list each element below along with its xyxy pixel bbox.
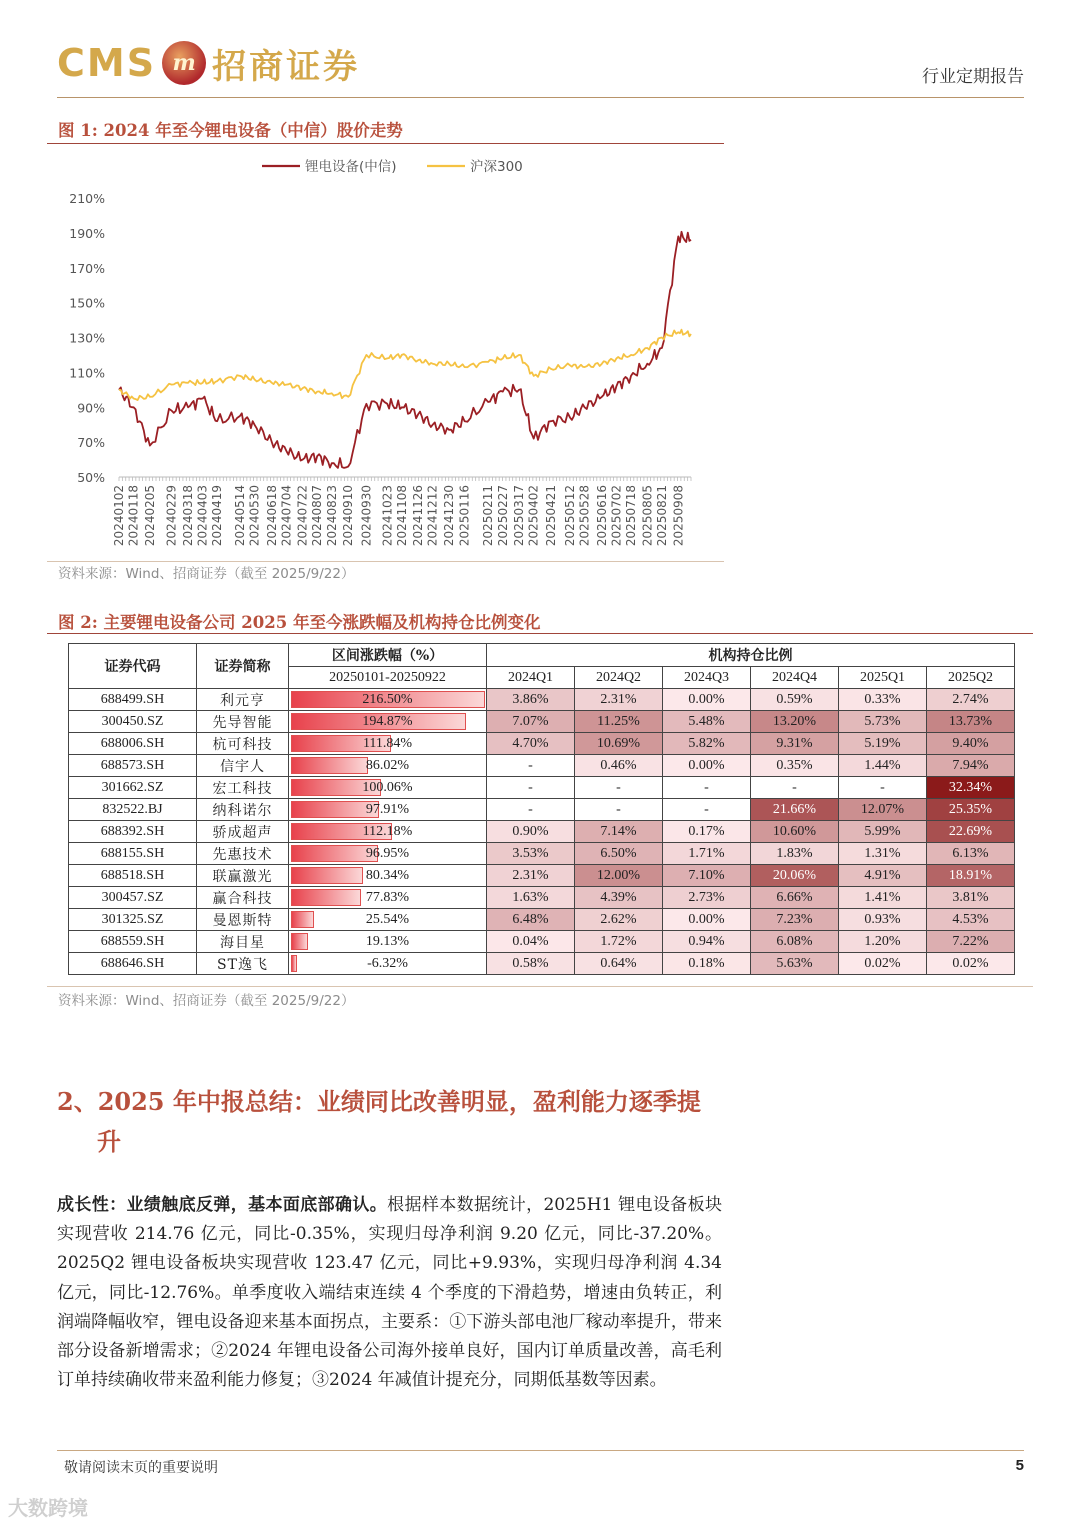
figure1-title-rule — [47, 143, 724, 144]
page-header — [57, 38, 1024, 98]
figure2-bottom-rule — [47, 986, 1033, 987]
holding-ratio-cell: 25.35% — [927, 799, 1015, 821]
holding-ratio-cell: 10.69% — [575, 733, 663, 755]
holding-ratio-cell: 1.20% — [839, 931, 927, 953]
change-value: 97.91% — [365, 801, 410, 817]
holding-ratio-cell: 6.08% — [751, 931, 839, 953]
y-tick-label: 150% — [69, 295, 105, 311]
holding-ratio-cell: 1.71% — [663, 843, 751, 865]
table-row — [69, 689, 1015, 711]
period-change-cell — [289, 953, 487, 975]
chart-legend — [262, 158, 523, 175]
y-tick-label: 50% — [77, 470, 105, 485]
y-tick-label: 210% — [69, 191, 105, 206]
holding-ratio-cell: 12.00% — [575, 865, 663, 887]
header-quarter: 2024Q3 — [663, 667, 751, 689]
holding-ratio-cell: 0.58% — [487, 953, 575, 975]
holding-ratio-cell: 10.60% — [751, 821, 839, 843]
change-data-bar — [291, 933, 308, 950]
x-tick-label: 20240318 — [181, 485, 196, 547]
security-name: ST逸飞 — [197, 953, 289, 975]
holdings-table — [68, 643, 1015, 975]
table-row — [69, 887, 1015, 909]
holding-ratio-cell: 1.63% — [487, 887, 575, 909]
security-code: 688518.SH — [69, 865, 197, 887]
holding-ratio-cell: - — [487, 777, 575, 799]
holding-ratio-cell: 6.50% — [575, 843, 663, 865]
x-tick-label: 20240722 — [295, 485, 310, 547]
table-row — [69, 755, 1015, 777]
holding-ratio-cell: 7.07% — [487, 711, 575, 733]
security-name: 先惠技术 — [197, 843, 289, 865]
table-row — [69, 843, 1015, 865]
x-tick-label: 20250227 — [495, 485, 510, 547]
header-quarter: 2024Q1 — [487, 667, 575, 689]
section-heading-line2: 升 — [97, 1127, 121, 1156]
header-name: 证券简称 — [197, 644, 289, 689]
holding-ratio-cell: 13.73% — [927, 711, 1015, 733]
table-row — [69, 799, 1015, 821]
period-change-cell — [289, 931, 487, 953]
holding-ratio-cell: 7.14% — [575, 821, 663, 843]
table-row — [69, 865, 1015, 887]
holding-ratio-cell: 2.74% — [927, 689, 1015, 711]
x-tick-label: 20240704 — [279, 485, 294, 547]
change-value: 25.54% — [365, 911, 410, 927]
change-value: 19.13% — [365, 933, 410, 949]
y-tick-label: 190% — [69, 225, 105, 241]
table-row — [69, 733, 1015, 755]
security-code: 688499.SH — [69, 689, 197, 711]
logo-latin: CMS — [57, 41, 157, 85]
security-code: 688573.SH — [69, 755, 197, 777]
x-tick-label: 20240102 — [112, 485, 126, 547]
header-quarter: 2024Q2 — [575, 667, 663, 689]
holding-ratio-cell: 0.33% — [839, 689, 927, 711]
period-change-cell — [289, 843, 487, 865]
y-tick-label: 170% — [69, 260, 105, 276]
holding-ratio-cell: 22.69% — [927, 821, 1015, 843]
change-data-bar — [291, 757, 368, 774]
security-code: 300457.SZ — [69, 887, 197, 909]
holding-ratio-cell: 32.34% — [927, 777, 1015, 799]
holding-ratio-cell: 0.35% — [751, 755, 839, 777]
x-tick-label: 20250317 — [512, 485, 527, 547]
security-code: 301662.SZ — [69, 777, 197, 799]
period-change-cell — [289, 733, 487, 755]
x-tick-label: 20240205 — [142, 485, 157, 547]
y-tick-label: 70% — [77, 435, 105, 451]
x-tick-label: 20250211 — [481, 485, 496, 547]
security-code: 688155.SH — [69, 843, 197, 865]
legend-label: 沪深300 — [470, 159, 523, 175]
header-quarter: 2024Q4 — [751, 667, 839, 689]
period-change-cell — [289, 689, 487, 711]
holding-ratio-cell: 0.94% — [663, 931, 751, 953]
x-tick-label: 20240403 — [195, 485, 210, 547]
holdings-table-body — [69, 689, 1015, 975]
x-tick-label: 20250805 — [640, 485, 655, 547]
x-tick-label: 20241023 — [380, 485, 395, 547]
holding-ratio-cell: 0.02% — [927, 953, 1015, 975]
figure1-title: 图 1: 2024 年至今锂电设备（中信）股价走势 — [58, 121, 403, 140]
period-change-cell — [289, 755, 487, 777]
holding-ratio-cell: 0.00% — [663, 755, 751, 777]
holding-ratio-cell: - — [839, 777, 927, 799]
header-change-title: 区间涨跌幅（%） — [289, 644, 487, 667]
security-name: 先导智能 — [197, 711, 289, 733]
x-tick-label: 20250421 — [543, 484, 558, 547]
holding-ratio-cell: 1.41% — [839, 887, 927, 909]
x-tick-label: 20250702 — [609, 485, 624, 547]
change-value: 80.34% — [365, 867, 410, 883]
holding-ratio-cell: 5.19% — [839, 733, 927, 755]
series-line — [119, 232, 691, 468]
company-logo — [57, 40, 360, 86]
x-tick-label: 20240229 — [164, 485, 179, 547]
holding-ratio-cell: - — [487, 799, 575, 821]
x-tick-label: 20240530 — [247, 485, 262, 547]
x-tick-label: 20240823 — [324, 485, 339, 547]
logo-emblem-icon: m — [162, 41, 206, 85]
change-value: -6.32% — [367, 955, 408, 971]
header-holding-title: 机构持仓比例 — [487, 644, 1015, 667]
security-code: 688392.SH — [69, 821, 197, 843]
y-tick-label: 90% — [77, 400, 105, 416]
stock-trend-chart — [47, 146, 724, 562]
holding-ratio-cell: 0.46% — [575, 755, 663, 777]
security-name: 宏工科技 — [197, 777, 289, 799]
holding-ratio-cell: - — [575, 799, 663, 821]
change-value: 111.84% — [362, 735, 413, 751]
holding-ratio-cell: 7.22% — [927, 931, 1015, 953]
figure2-source: 资料来源：Wind、招商证券（截至 2025/9/22） — [58, 993, 355, 1009]
holding-ratio-cell: 0.00% — [663, 689, 751, 711]
x-tick-label: 20250616 — [594, 485, 609, 547]
holding-ratio-cell: - — [663, 799, 751, 821]
holding-ratio-cell: 0.18% — [663, 953, 751, 975]
paragraph-text: 根据样本数据统计，2025H1 锂电设备板块实现营收 214.76 亿元，同比-0.35%，实现归母净利润 9.20 亿元，同比-37.20%。2025Q2 锂电设备板块实现营收 123.47 亿元，同比+9.93%，实现归母净利润 4.34 亿元，同比-12.76%。单季度收入端结束连续 4 个季度的下滑趋势，增速由负转正，利润端降幅收窄，锂电设备迎来基本面拐点，主要系：①下游头部电池厂稼动率提升，带来部分设备新增需求；②2024 年锂电设备公司海外接单良好，国内订单质量改善，高毛利订单持续确收带来盈利能力修复；③2024 年减值计提充分，同期低基数等因素。 — [57, 1195, 722, 1391]
holding-ratio-cell: 9.31% — [751, 733, 839, 755]
holding-ratio-cell: 6.48% — [487, 909, 575, 931]
security-name: 曼恩斯特 — [197, 909, 289, 931]
period-change-cell — [289, 799, 487, 821]
footer-rule — [57, 1450, 1024, 1451]
table-row — [69, 777, 1015, 799]
x-tick-label: 20240930 — [359, 485, 374, 547]
legend-label: 锂电设备(中信) — [305, 159, 397, 175]
security-code: 301325.SZ — [69, 909, 197, 931]
holding-ratio-cell: 0.64% — [575, 953, 663, 975]
table-row — [69, 711, 1015, 733]
security-code: 688006.SH — [69, 733, 197, 755]
security-name: 杭可科技 — [197, 733, 289, 755]
change-data-bar — [291, 889, 361, 906]
holding-ratio-cell: 5.82% — [663, 733, 751, 755]
holding-ratio-cell: 0.00% — [663, 909, 751, 931]
security-name: 海目星 — [197, 931, 289, 953]
period-change-cell — [289, 777, 487, 799]
holding-ratio-cell: 1.72% — [575, 931, 663, 953]
y-axis — [69, 191, 105, 485]
security-code: 688646.SH — [69, 953, 197, 975]
figure2-title: 图 2: 主要锂电设备公司 2025 年至今涨跌幅及机构持仓比例变化 — [58, 613, 541, 632]
x-tick-label: 20250718 — [623, 485, 638, 547]
change-value: 112.18% — [362, 823, 413, 839]
x-tick-label: 20250512 — [563, 485, 578, 547]
security-code: 300450.SZ — [69, 711, 197, 733]
security-code: 688559.SH — [69, 931, 197, 953]
holding-ratio-cell: 12.07% — [839, 799, 927, 821]
y-tick-label: 130% — [69, 330, 105, 346]
holding-ratio-cell: 2.31% — [575, 689, 663, 711]
figure1-source: 资料来源：Wind、招商证券（截至 2025/9/22） — [58, 566, 355, 582]
change-value: 100.06% — [362, 779, 413, 795]
x-tick-label: 20250821 — [654, 485, 669, 547]
chart-lines — [119, 232, 691, 468]
holding-ratio-cell: 5.73% — [839, 711, 927, 733]
holding-ratio-cell: 2.73% — [663, 887, 751, 909]
holding-ratio-cell: 0.17% — [663, 821, 751, 843]
holding-ratio-cell: 3.53% — [487, 843, 575, 865]
holding-ratio-cell: - — [751, 777, 839, 799]
holding-ratio-cell: 18.91% — [927, 865, 1015, 887]
table-row — [69, 953, 1015, 975]
logo-chinese: 招商证券 — [212, 46, 361, 87]
holding-ratio-cell: 4.70% — [487, 733, 575, 755]
holding-ratio-cell: 0.90% — [487, 821, 575, 843]
holding-ratio-cell: 0.02% — [839, 953, 927, 975]
holding-ratio-cell: 4.53% — [927, 909, 1015, 931]
x-tick-label: 20240807 — [310, 485, 325, 547]
holding-ratio-cell: 4.91% — [839, 865, 927, 887]
x-tick-label: 20250116 — [457, 485, 472, 547]
change-data-bar — [291, 867, 363, 884]
holding-ratio-cell: 21.66% — [751, 799, 839, 821]
footer-note: 敬请阅读末页的重要说明 — [64, 1460, 218, 1476]
holding-ratio-cell: - — [487, 755, 575, 777]
holding-ratio-cell: 9.40% — [927, 733, 1015, 755]
table-row — [69, 821, 1015, 843]
holding-ratio-cell: 1.31% — [839, 843, 927, 865]
holding-ratio-cell: 2.62% — [575, 909, 663, 931]
holding-ratio-cell: 7.94% — [927, 755, 1015, 777]
period-change-cell — [289, 887, 487, 909]
holding-ratio-cell: 3.86% — [487, 689, 575, 711]
header-code: 证券代码 — [69, 644, 197, 689]
holding-ratio-cell: 6.13% — [927, 843, 1015, 865]
holding-ratio-cell: 0.04% — [487, 931, 575, 953]
period-change-cell — [289, 865, 487, 887]
period-change-cell — [289, 909, 487, 931]
security-name: 赢合科技 — [197, 887, 289, 909]
change-data-bar — [291, 955, 297, 972]
holding-ratio-cell: 0.93% — [839, 909, 927, 931]
paragraph-lead: 成长性：业绩触底反弹，基本面底部确认。 — [57, 1195, 388, 1215]
holding-ratio-cell: 5.63% — [751, 953, 839, 975]
x-tick-label: 20250908 — [671, 485, 686, 547]
body-paragraph — [57, 1191, 722, 1395]
holding-ratio-cell: 6.66% — [751, 887, 839, 909]
change-value: 216.50% — [362, 691, 413, 707]
holding-ratio-cell: 4.39% — [575, 887, 663, 909]
holding-ratio-cell: 3.81% — [927, 887, 1015, 909]
header-quarter: 2025Q2 — [927, 667, 1015, 689]
security-name: 纳科诺尔 — [197, 799, 289, 821]
holding-ratio-cell: 20.06% — [751, 865, 839, 887]
change-value: 86.02% — [365, 757, 410, 773]
holding-ratio-cell: - — [575, 777, 663, 799]
section-heading-line1: 2、2025 年中报总结：业绩同比改善明显，盈利能力逐季提 — [57, 1087, 701, 1116]
security-name: 利元亨 — [197, 689, 289, 711]
change-value: 96.95% — [365, 845, 410, 861]
x-tick-label: 20250402 — [526, 484, 541, 547]
holding-ratio-cell: 11.25% — [575, 711, 663, 733]
x-tick-label: 20240910 — [341, 485, 356, 547]
figure2-title-rule — [47, 633, 1033, 634]
x-tick-label: 20240618 — [264, 485, 279, 547]
holding-ratio-cell: 7.10% — [663, 865, 751, 887]
x-tick-label: 20241212 — [425, 485, 440, 547]
holding-ratio-cell: 2.31% — [487, 865, 575, 887]
holding-ratio-cell: 1.83% — [751, 843, 839, 865]
change-data-bar — [291, 845, 378, 862]
x-axis — [112, 477, 691, 546]
x-tick-label: 20250528 — [577, 485, 592, 547]
holding-ratio-cell: 0.59% — [751, 689, 839, 711]
change-value: 194.87% — [362, 713, 413, 729]
holding-ratio-cell: 13.20% — [751, 711, 839, 733]
report-type-label: 行业定期报告 — [922, 67, 1024, 87]
holding-ratio-cell: 5.48% — [663, 711, 751, 733]
table-row — [69, 909, 1015, 931]
holding-ratio-cell: 5.99% — [839, 821, 927, 843]
header-quarter: 2025Q1 — [839, 667, 927, 689]
period-change-cell — [289, 711, 487, 733]
y-tick-label: 110% — [69, 365, 105, 381]
x-tick-label: 20241230 — [442, 485, 457, 547]
holding-ratio-cell: 7.23% — [751, 909, 839, 931]
x-tick-label: 20241108 — [394, 485, 409, 547]
table-row — [69, 931, 1015, 953]
holding-ratio-cell: - — [663, 777, 751, 799]
x-tick-label: 20241126 — [411, 485, 426, 547]
holding-ratio-cell: 1.44% — [839, 755, 927, 777]
security-name: 骄成超声 — [197, 821, 289, 843]
x-tick-label: 20240118 — [126, 485, 141, 547]
change-data-bar — [291, 911, 314, 928]
change-value: 77.83% — [365, 889, 410, 905]
section-heading — [57, 1082, 737, 1162]
security-name: 信宇人 — [197, 755, 289, 777]
period-change-cell — [289, 821, 487, 843]
watermark: 大数跨境 — [8, 1496, 88, 1520]
header-change-period: 20250101-20250922 — [289, 667, 487, 689]
x-tick-label: 20240419 — [210, 485, 225, 547]
x-tick-label: 20240514 — [232, 485, 247, 547]
security-code: 832522.BJ — [69, 799, 197, 821]
holdings-table-wrapper — [68, 643, 1015, 975]
security-name: 联赢激光 — [197, 865, 289, 887]
page-number: 5 — [1015, 1457, 1024, 1474]
